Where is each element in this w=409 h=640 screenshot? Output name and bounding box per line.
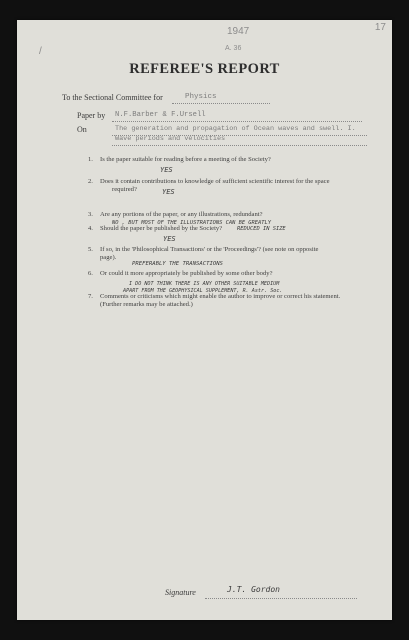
page-title: REFEREE'S REPORT [129,61,280,77]
question-3: 3. Are any portions of the paper, or any illustrations, redundant? [88,211,263,218]
on-value-line-1: The generation and propagation of Ocean waves and swell. I. [115,125,356,133]
question-4: 4. Should the paper be published by the Society? [88,225,223,232]
question-1: 1. Is the paper suitable for reading before a meeting of the Society? [88,156,271,163]
pencil-tick-mark: / [39,46,42,57]
answer-3-line-2: REDUCED IN SIZE [237,226,286,232]
question-7: 7. Comments or criticisms which might enable the author to improve or correct his statement. (Further remarks may be attached.) [88,293,341,308]
question-2: 2. Does it contain contributions to knowledge of sufficient scientific interest for the space required? [88,178,330,193]
signature-dotted-line [205,598,357,599]
paper-by-value: N.F.Barber & F.Ursell [115,111,206,119]
question-6: 6. Or could it more appropriately be published by some other body? [88,270,273,277]
signature-label: Signature [165,588,196,597]
committee-value: Physics [185,93,217,101]
question-5: 5. If so, in the 'Philosophical Transactions' or the 'Proceedings'? (see note on opposite page). [88,246,319,261]
paper-by-label: Paper by [77,111,106,120]
paper-by-dotted-line [112,121,362,122]
on-label: On [77,125,87,134]
answer-4: YES [163,235,176,243]
handwritten-year: 1947 [227,26,250,37]
answer-1: YES [160,166,173,174]
answer-6-line-1: I DO NOT THINK THERE IS ANY OTHER SUITABLE MEDIUM [129,281,280,287]
on-value-line-2: Wave periods and velocities [115,135,226,143]
answer-6-line-2: APART FROM THE GEOPHYSICAL SUPPLEMENT, R. Astr. Soc. [123,288,283,294]
answer-5: PREFERABLY THE TRANSACTIONS [132,261,223,267]
committee-label: To the Sectional Committee for [62,93,163,102]
answer-3-line-1: NO , BUT MOST OF THE ILLUSTRATIONS CAN BE GREATLY [112,220,272,226]
signature-value: J.T. Gordon [227,585,280,594]
committee-dotted-line [172,103,270,104]
report-sheet [17,20,392,620]
answer-2: YES [162,188,175,196]
on-dotted-line-2 [112,145,367,146]
reference-code: A. 36 [225,45,242,52]
page-number: 17 [374,22,386,33]
